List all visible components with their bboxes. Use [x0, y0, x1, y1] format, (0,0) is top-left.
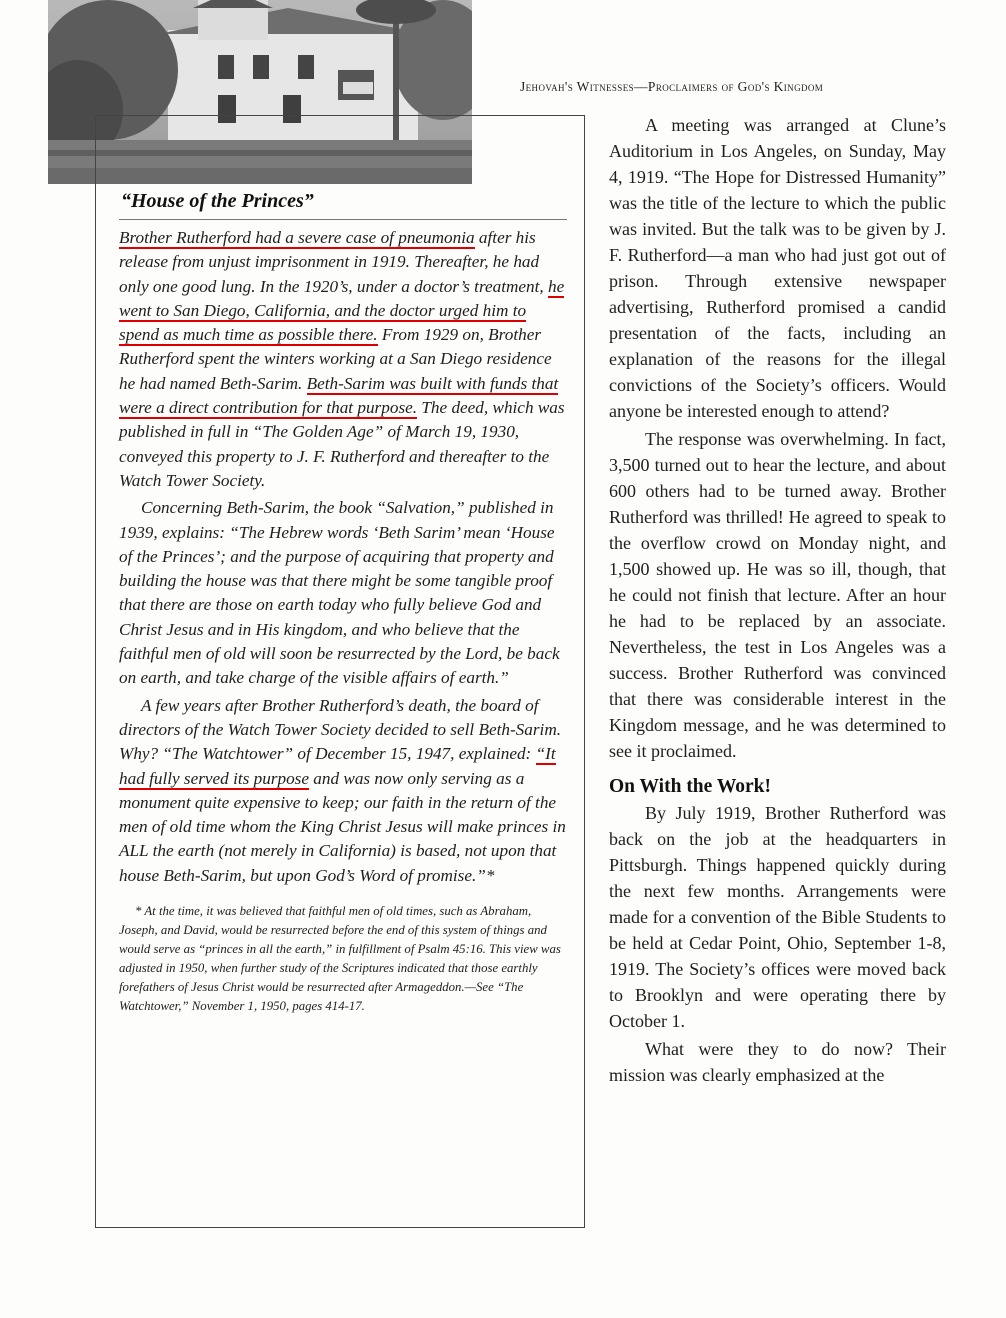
section-heading: On With the Work!: [609, 776, 771, 797]
main-paragraph-3: By July 1919, Brother Rutherford was back on the job at the headquarters in Pittsburgh. Things happened quickly during the next few months. Arrangements were made for a convention of the Bible Students to be held at Cedar Point, Ohio, September 1-8, 1919. The Society’s offices were moved back to Brooklyn and were operating there by October 1.: [609, 803, 946, 1031]
main-paragraph-2: The response was overwhelming. In fact, 3,500 turned out to hear the lecture, and about 600 others had to be turned away. Brother Rutherford was thrilled! He agreed to speak to the overflow crowd on Monday night, and 1,500 showed up. He was so ill, though, that he could not finish that lecture. After an hour he had to be replaced by an associate. Nevertheless, the test in Los Angeles was a success. Brother Rutherford was convinced that there was considerable interest in the Kingdom message, and he was determined to see it proclaimed.: [609, 429, 946, 761]
sidebar-text: after his release from unjust imprisonment in 1919. Thereafter, he had only one good lung. In the 1920’s, under a doctor’s treatment,: [119, 228, 549, 296]
underlined-text: he went to San Diego, California, and the doctor urged him to spend as much time as possible there.: [119, 276, 565, 345]
sidebar-text: and was now only serving as a monument quite expensive to keep; our faith in the return of the men of old time whom the King Christ Jesus will make princes in ALL the earth (not merely in California) is based, not upon that house Beth-Sarim, but upon God’s Word of promise.”*: [119, 768, 566, 885]
footnote: * At the time, it was believed that faithful men of old times, such as Abraham, Joseph, and David, would be resurrected before the end of this system of things and would serve as “princes in all the earth,” in fulfillment of Psalm 45:16. This view was adjusted in 1950, when further study of the Scriptures indicated that those earthly forefathers of Jesus Christ would be resurrected after Armageddon.—See “The Watchtower,” November 1, 1950, pages 414-17.: [119, 904, 561, 1013]
sidebar-paragraph-2: Concerning Beth-Sarim, the book “Salvation,” published in 1939, explains: “The Hebrew words ‘Beth Sarim’ mean ‘House of the Princes’; and the purpose of acquiring that property and building the house was that there might be some tangible proof that there are those on earth today who fully believe God and Christ Jesus and in His kingdom, and who believe that the faithful men of old will soon be resurrected by the Lord, be back on earth, and take charge of the visible affairs of earth.”: [119, 498, 560, 688]
main-column: [609, 112, 946, 1088]
underlined-text: “It had fully served its purpose: [119, 744, 556, 788]
underlined-text: Brother Rutherford had a severe case of pneumonia: [119, 228, 475, 247]
main-paragraph-1: A meeting was arranged at Clune’s Auditorium in Los Angeles, on Sunday, May 4, 1919. “The Hope for Distressed Humanity” was the title of the lecture to which the public was invited. But the talk was to be given by J. F. Rutherford—a man who had just got out of prison. Through extensive newspaper advertising, Rutherford promised a candid presentation of the facts, including an explanation of the reasons for the illegal convictions of the Society’s officers. Would anyone be interested enough to attend?: [609, 115, 946, 421]
sidebar-title: “House of the Princes”: [119, 190, 567, 220]
sidebar-text: From 1929 on, Brother Rutherford spent the winters working at a San Diego residence he had named Beth-Sarim.: [119, 325, 552, 393]
sidebar-text: The deed, which was published in full in “The Golden Age” of March 19, 1930, conveyed this property to J. F. Rutherford and thereafter to the Watch Tower Society.: [119, 398, 565, 490]
sidebar-paragraph-3: [119, 694, 567, 888]
main-paragraph-4: What were they to do now? Their mission was clearly emphasized at the: [609, 1039, 946, 1085]
running-header: Jehovah's Witnesses—Proclaimers of God's Kingdom: [520, 79, 824, 94]
sidebar-text: A few years after Brother Rutherford’s death, the board of directors of the Watch Tower Society decided to sell Beth-Sarim. Why? “The Watchtower” of December 15, 1947, explained:: [119, 695, 562, 764]
sidebar-paragraph-1: [119, 226, 567, 493]
sidebar: [119, 190, 567, 1015]
underlined-text: Beth-Sarim was built with funds that were a direct contribution for that purpose.: [119, 373, 559, 418]
